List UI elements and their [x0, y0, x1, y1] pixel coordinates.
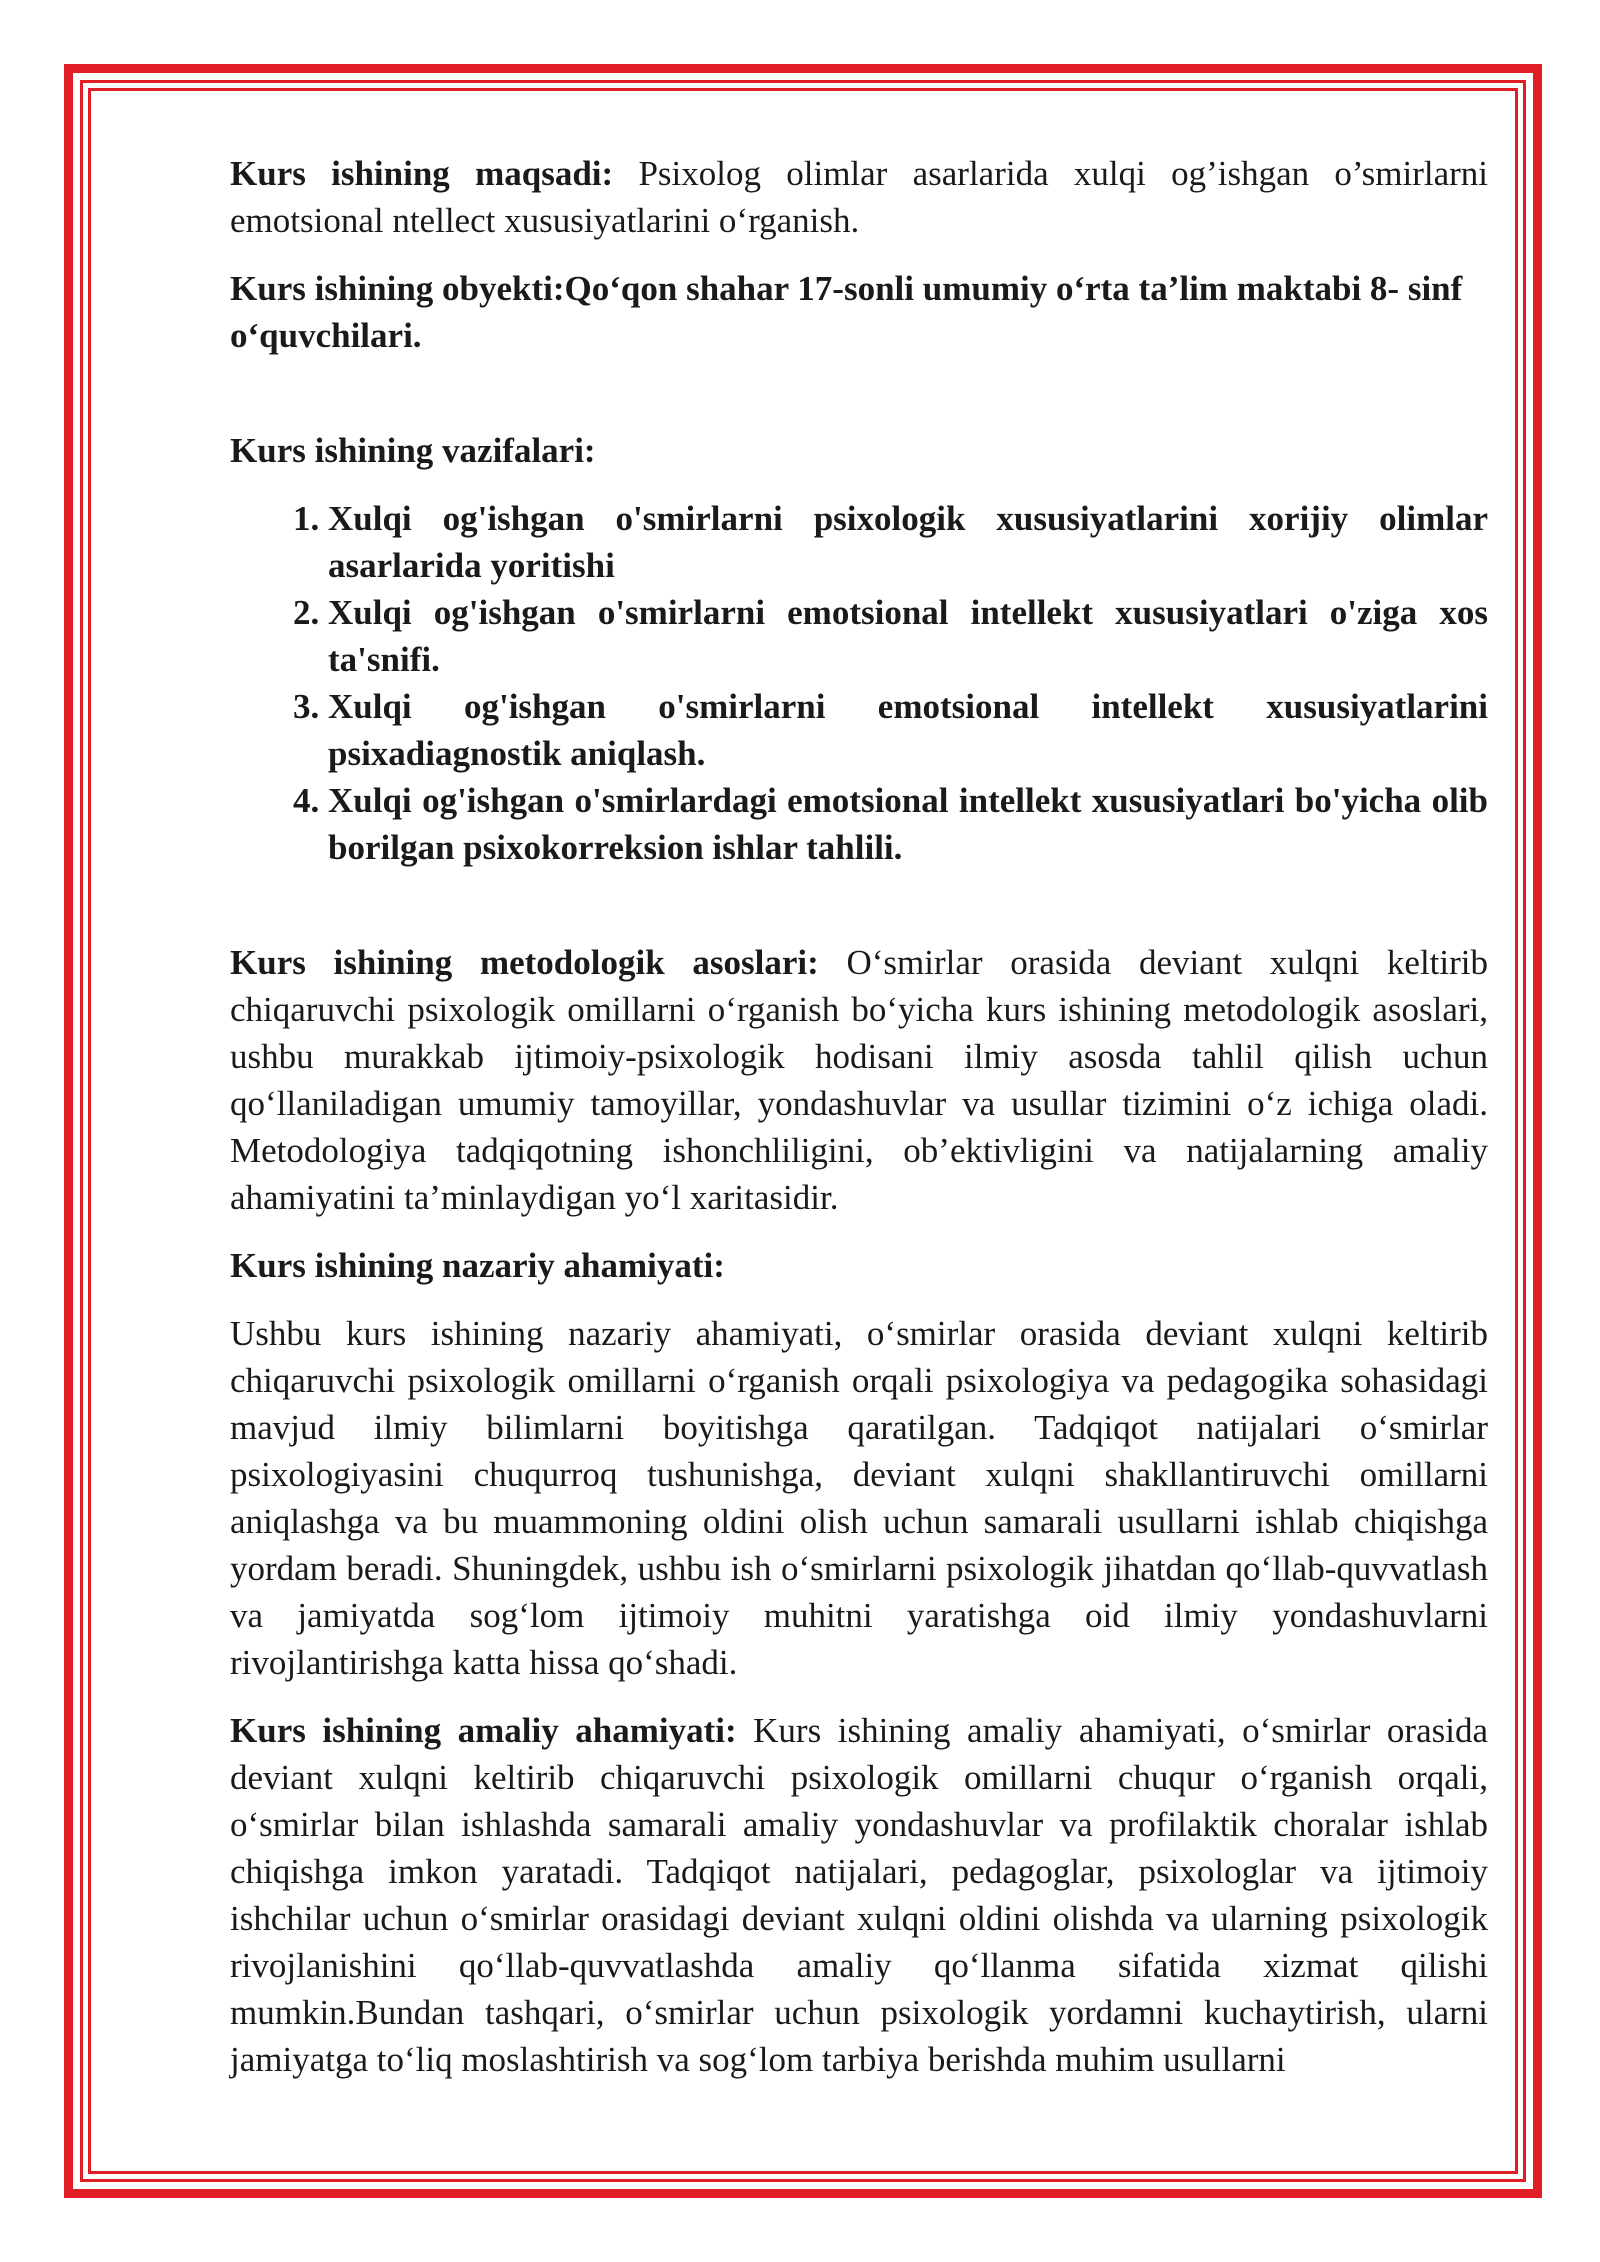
metodologik-text: O‘smirlar orasida deviant xulqni keltirib chiqaruvchi psixologik omillarni o‘rganish bo‘yicha kurs ishining metodologik asoslari, ushbu murakkab ijtimoiy-psixologik hodisani ilmiy asosda tahlil qilish uchun qo‘llaniladigan umumiy tamoyillar, yondashuvlar va usullar tizimini o‘z ichiga oladi. Metodologiya tadqiqotning ishonchliligini, ob’ektivligini va natijalarning amaliy ahamiyatini ta’minlaydigan yo‘l xaritasidir.: [230, 943, 1488, 1217]
maqsad-text: Psixolog olimlar asarlarida xulqi og’ishgan o’smirlarni emotsional ntellect xususiyatlarini o‘rganish.: [230, 154, 1488, 240]
list-item: 4. Xulqi og'ishgan o'smirlardagi emotsional intellekt xususiyatlari bo'yicha olib borilgan psixokorreksion ishlar tahlili.: [328, 777, 1488, 871]
list-item: 1. Xulqi og'ishgan o'smirlarni psixologik xususiyatlarini xorijiy olimlar asarlarida yoritishi: [328, 495, 1488, 589]
vazifalar-list: [230, 495, 1488, 871]
amaliy-label: Kurs ishining amaliy ahamiyati:: [230, 1711, 737, 1750]
list-item: 2. Xulqi og'ishgan o'smirlarni emotsional intellekt xususiyatlari o'ziga xos ta'snifi.: [328, 589, 1488, 683]
metodologik-label: Kurs ishining metodologik asoslari:: [230, 943, 819, 982]
paragraph-obyekt: Kurs ishining obyekti:Qo‘qon shahar 17-sonli umumiy o‘rta ta’lim maktabi 8- sinf o‘quvchilari.: [230, 269, 1463, 355]
vazifalar-heading: Kurs ishining vazifalari:: [230, 431, 596, 470]
document-body: [230, 150, 1488, 2083]
nazariy-heading: Kurs ishining nazariy ahamiyati:: [230, 1246, 725, 1285]
maqsad-label: Kurs ishining maqsadi:: [230, 154, 614, 193]
list-item: 3. Xulqi og'ishgan o'smirlarni emotsional intellekt xususiyatlarini psixadiagnostik aniqlash.: [328, 683, 1488, 777]
amaliy-text: Kurs ishining amaliy ahamiyati, o‘smirlar orasida deviant xulqni keltirib chiqaruvchi psixologik omillarni chuqur o‘rganish orqali, o‘smirlar bilan ishlashda samarali amaliy yondashuvlar va profilaktik choralar ishlab chiqishga imkon yaratadi. Tadqiqot natijalari, pedagoglar, psixologlar va ijtimoiy ishchilar uchun o‘smirlar orasidagi deviant xulqni oldini olishda va ularning psixologik rivojlanishini qo‘llab-quvvatlashda amaliy qo‘llanma sifatida xizmat qilishi mumkin.Bundan tashqari, o‘smirlar uchun psixologik yordamni kuchaytirish, ularni jamiyatga to‘liq moslashtirish va sog‘lom tarbiya berishda muhim usullarni: [230, 1711, 1488, 2079]
paragraph-nazariy: Ushbu kurs ishining nazariy ahamiyati, o‘smirlar orasida deviant xulqni keltirib chiqaruvchi psixologik omillarni o‘rganish orqali psixologiya va pedagogika sohasidagi mavjud ilmiy bilimlarni boyitishga qaratilgan. Tadqiqot natijalari o‘smirlar psixologiyasini chuqurroq tushunishga, deviant xulqni shakllantiruvchi omillarni aniqlashga va bu muammoning oldini olish uchun samarali usullarni ishlab chiqishga yordam beradi. Shuningdek, ushbu ish o‘smirlarni psixologik jihatdan qo‘llab-quvvatlash va jamiyatda sog‘lom ijtimoiy muhitni yaratishga oid ilmiy yondashuvlarni rivojlantirishga katta hissa qo‘shadi.: [230, 1314, 1488, 1682]
paragraph-amaliy: [230, 1707, 1488, 2083]
paragraph-metodologik: [230, 939, 1488, 1221]
paragraph-maqsad: [230, 150, 1488, 244]
